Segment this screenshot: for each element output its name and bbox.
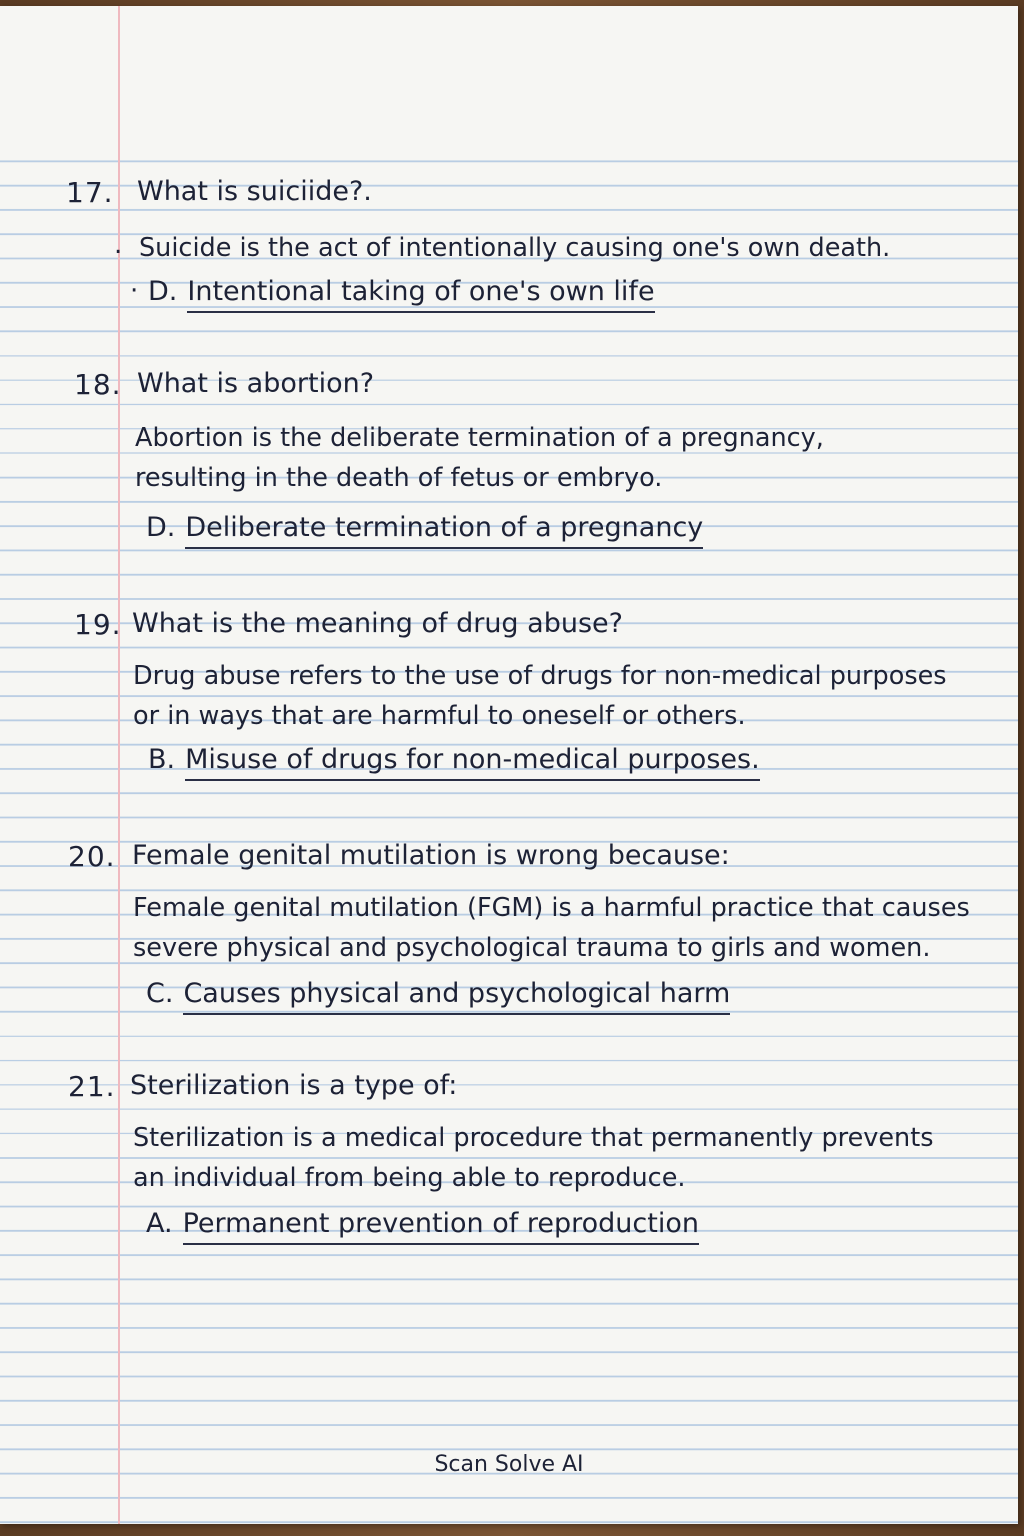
bullet-dot: · xyxy=(130,276,139,306)
answer-text: Permanent prevention of reproduction xyxy=(183,1208,699,1245)
answer-letter: D. xyxy=(148,276,178,307)
question-text: Sterilization is a type of: xyxy=(130,1070,458,1101)
answer-row xyxy=(146,978,730,1015)
handwritten-content xyxy=(0,6,1018,1524)
explanation-text: Sterilization is a medical procedure that permanently prevents an individual from being able to reproduce. xyxy=(133,1123,934,1193)
question-number: 18. xyxy=(74,368,122,401)
explanation-text: Suicide is the act of intentionally causing one's own death. xyxy=(139,233,891,263)
answer-row xyxy=(148,276,655,313)
answer-row xyxy=(148,744,760,781)
explanation-text: Female genital mutilation (FGM) is a harmful practice that causes severe physical and psychological trauma to girls and women. xyxy=(133,893,970,963)
answer-text: Causes physical and psychological harm xyxy=(183,978,730,1015)
question-text: Female genital mutilation is wrong because: xyxy=(132,840,730,871)
answer-text: Intentional taking of one's own life xyxy=(187,276,654,313)
question-text: What is abortion? xyxy=(137,368,375,399)
answer-letter: D. xyxy=(146,512,176,543)
question-number: 21. xyxy=(68,1070,116,1103)
explanation-text: Abortion is the deliberate termination of a pregnancy, resulting in the death of fetus or embryo. xyxy=(135,423,824,493)
answer-row xyxy=(146,512,703,549)
answer-letter: B. xyxy=(148,744,176,775)
explanation-text: Drug abuse refers to the use of drugs for non-medical purposes or in ways that are harmful to oneself or others. xyxy=(133,661,947,731)
question-number: 17. xyxy=(66,176,114,209)
answer-row xyxy=(146,1208,699,1245)
answer-text: Deliberate termination of a pregnancy xyxy=(185,512,703,549)
lined-paper-sheet xyxy=(0,6,1018,1524)
answer-letter: A. xyxy=(146,1208,173,1239)
footer-watermark: Scan Solve AI xyxy=(434,1452,584,1477)
question-text: What is suiciide?. xyxy=(137,176,372,207)
question-text: What is the meaning of drug abuse? xyxy=(132,608,623,639)
answer-text: Misuse of drugs for non-medical purposes. xyxy=(185,744,760,781)
answer-letter: C. xyxy=(146,978,174,1009)
question-number: 19. xyxy=(74,608,122,641)
bullet-dot: . xyxy=(114,230,123,260)
question-number: 20. xyxy=(68,840,116,873)
